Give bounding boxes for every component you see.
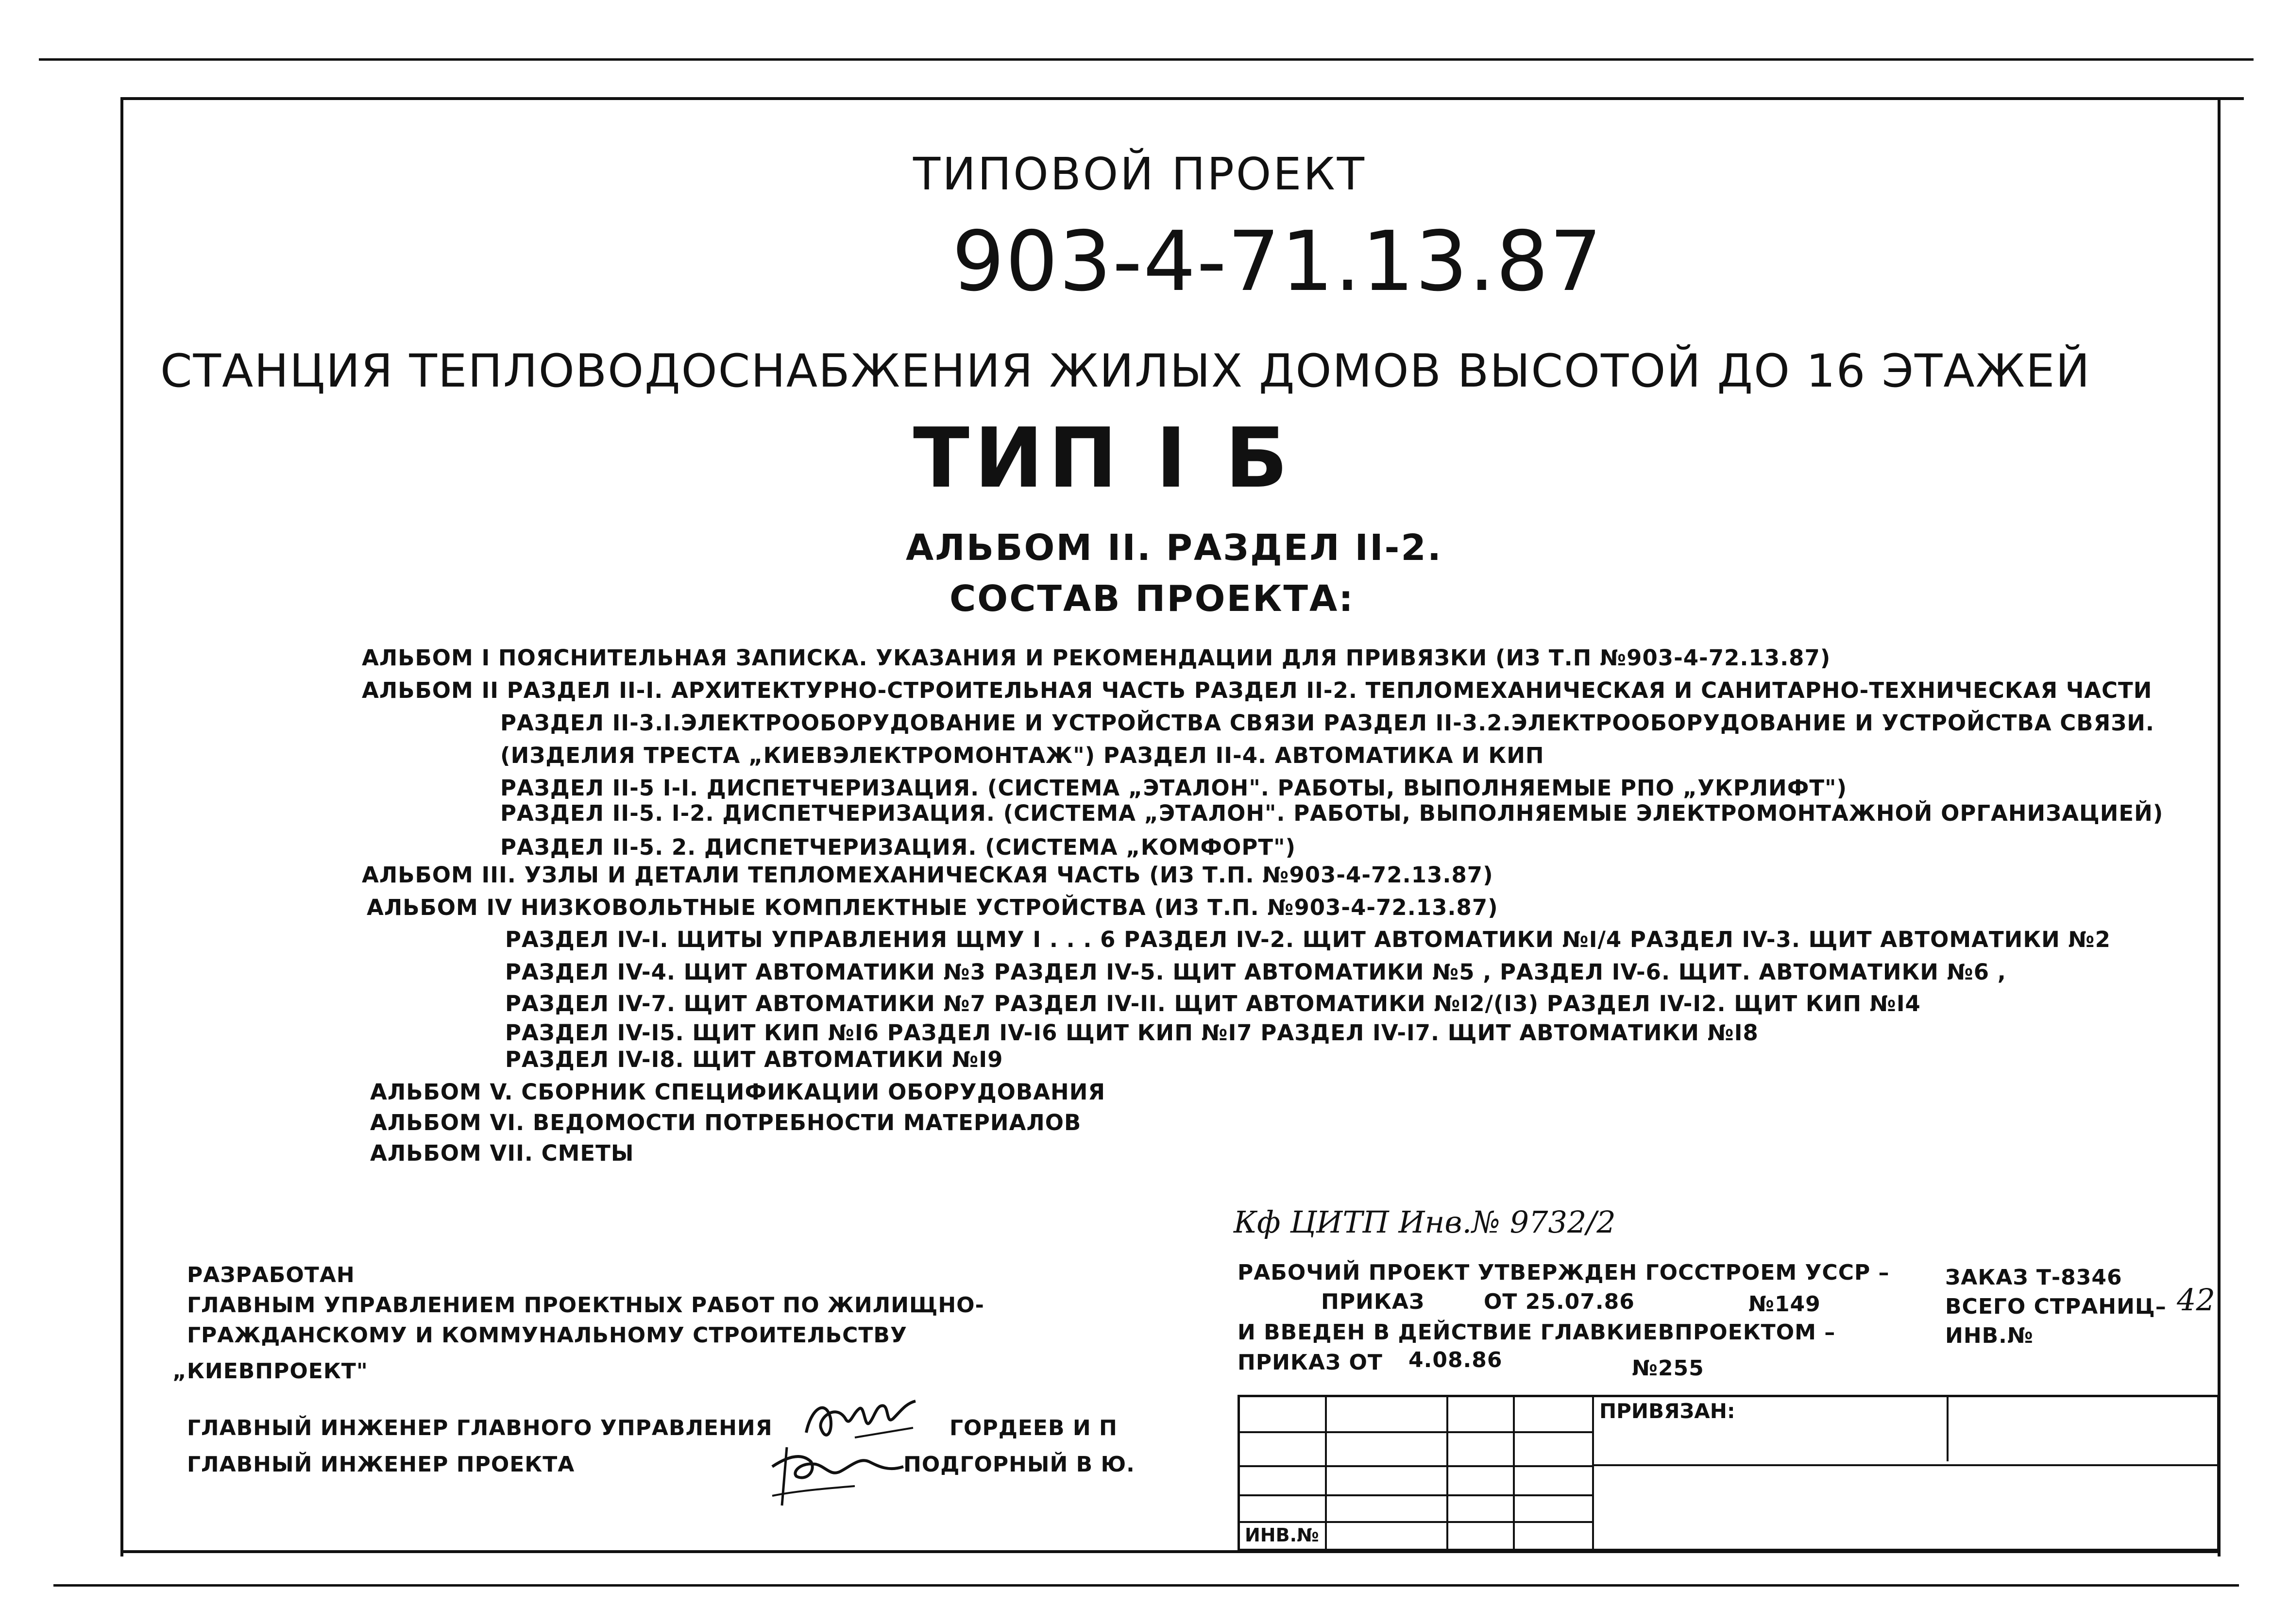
- stamp-row-divider: [1592, 1464, 2220, 1466]
- order-number: ЗАКАЗ Т-8346: [1945, 1265, 2122, 1290]
- approval-line-3: И ВВЕДЕН В ДЕЙСТВИЕ ГЛАВКИЕВПРОЕКТОМ –: [1238, 1320, 1836, 1345]
- stamp-column-divider: [1947, 1397, 1949, 1461]
- contents-line-12: РАЗДЕЛ ІV-7. ЩИТ АВТОМАТИКИ №7 РАЗДЕЛ ІV-ІІ. ЩИТ АВТОМАТИКИ №І2/(І3) РАЗДЕЛ ІV-І2. ЩИТ КИП №І4: [505, 991, 1921, 1016]
- contents-line-15: АЛЬБОМ V. СБОРНИК СПЕЦИФИКАЦИИ ОБОРУДОВАНИЯ: [370, 1079, 1106, 1105]
- stamp-table: [1238, 1395, 2220, 1551]
- developer-line-1: ГЛАВНЫМ УПРАВЛЕНИЕМ ПРОЕКТНЫХ РАБОТ ПО ЖИЛИЩНО-: [187, 1293, 984, 1318]
- contents-line-5: РАЗДЕЛ ІІ-5 І-І. ДИСПЕТЧЕРИЗАЦИЯ. (СИСТЕМА „ЭТАЛОН". РАБОТЫ, ВЫПОЛНЯЕМЫЕ РПО „УКРЛИФТ"): [500, 775, 1848, 801]
- contents-line-3: РАЗДЕЛ ІІ-3.І.ЭЛЕКТРООБОРУДОВАНИЕ И УСТРОЙСТВА СВЯЗИ РАЗДЕЛ ІІ-3.2.ЭЛЕКТРООБОРУДОВАНИЕ И УСТРОЙСТВА СВЯЗИ.: [500, 710, 2154, 736]
- project-engineer-role: ГЛАВНЫЙ ИНЖЕНЕР ПРОЕКТА: [187, 1452, 575, 1477]
- approval-order2-label: ПРИКАЗ ОТ: [1238, 1350, 1383, 1375]
- approval-order-number: №149: [1748, 1292, 1821, 1317]
- approval-order2-date: 4.08.86: [1408, 1348, 1503, 1372]
- developer-line-2: ГРАЖДАНСКОМУ И КОММУНАЛЬНОМУ СТРОИТЕЛЬСТВУ: [187, 1323, 907, 1348]
- stamp-column-divider: [1446, 1397, 1448, 1549]
- contents-line-13: РАЗДЕЛ ІV-І5. ЩИТ КИП №І6 РАЗДЕЛ ІV-І6 ЩИТ КИП №І7 РАЗДЕЛ ІV-І7. ЩИТ АВТОМАТИКИ №І8: [505, 1020, 1759, 1046]
- contents-line-9: АЛЬБОМ ІV НИЗКОВОЛЬТНЫЕ КОМПЛЕКТНЫЕ УСТРОЙСТВА (ИЗ Т.П. №903-4-72.13.87): [367, 895, 1498, 920]
- contents-line-11: РАЗДЕЛ ІV-4. ЩИТ АВТОМАТИКИ №3 РАЗДЕЛ ІV-5. ЩИТ АВТОМАТИКИ №5 , РАЗДЕЛ ІV-6. ЩИТ. АВТОМАТИКИ №6 ,: [505, 959, 2006, 985]
- signature-project-engineer: [758, 1438, 913, 1510]
- developer-org: „КИЕВПРОЕКТ": [172, 1359, 368, 1384]
- stamp-column-divider: [1592, 1397, 1594, 1549]
- stamp-row-divider: [1240, 1465, 1592, 1467]
- contents-line-10: РАЗДЕЛ ІV-І. ЩИТЫ УПРАВЛЕНИЯ ЩМУ І . . . 6 РАЗДЕЛ ІV-2. ЩИТ АВТОМАТИКИ №І/4 РАЗДЕЛ ІV-3. ЩИТ АВТОМАТИКИ №2: [505, 927, 2111, 952]
- top-outer-line: [39, 58, 2254, 61]
- stamp-row-divider: [1240, 1521, 1592, 1523]
- stamp-row-divider: [1240, 1431, 1592, 1433]
- developer-label: РАЗРАБОТАН: [187, 1263, 355, 1287]
- composition-title: СОСТАВ ПРОЕКТА:: [950, 578, 1355, 620]
- stamp-inventory-label: ИНВ.№: [1245, 1524, 1319, 1546]
- archive-inventory-note: Кф ЦИТП Инв.№ 9732/2: [1234, 1204, 1616, 1240]
- project-number: 903-4-71.13.87: [952, 214, 1603, 310]
- album-title: АЛЬБОМ ІІ. РАЗДЕЛ ІІ-2.: [906, 527, 1442, 569]
- chief-engineer-name: ГОРДЕЕВ И П: [950, 1416, 1118, 1440]
- contents-line-4: (ИЗДЕЛИЯ ТРЕСТА „КИЕВЭЛЕКТРОМОНТАЖ") РАЗДЕЛ ІІ-4. АВТОМАТИКА И КИП: [500, 743, 1544, 768]
- contents-line-8: АЛЬБОМ ІІІ. УЗЛЫ И ДЕТАЛИ ТЕПЛОМЕХАНИЧЕСКАЯ ЧАСТЬ (ИЗ Т.П. №903-4-72.13.87): [362, 862, 1493, 888]
- total-pages-label: ВСЕГО СТРАНИЦ–: [1945, 1294, 2167, 1319]
- contents-line-1: АЛЬБОМ І ПОЯСНИТЕЛЬНАЯ ЗАПИСКА. УКАЗАНИЯ И РЕКОМЕНДАЦИИ ДЛЯ ПРИВЯЗКИ (ИЗ Т.П №903-4-72.13.87): [362, 645, 1831, 671]
- contents-line-17: АЛЬБОМ VІІ. СМЕТЫ: [370, 1140, 634, 1166]
- total-pages-value: 42: [2177, 1282, 2215, 1318]
- project-type: ТИП І Б: [913, 410, 1293, 507]
- project-subtitle: СТАНЦИЯ ТЕПЛОВОДОСНАБЖЕНИЯ ЖИЛЫХ ДОМОВ ВЫСОТОЙ ДО 16 ЭТАЖЕЙ: [160, 345, 2091, 398]
- approval-line-1: РАБОЧИЙ ПРОЕКТ УТВЕРЖДЕН ГОССТРОЕМ УССР –: [1238, 1260, 1890, 1285]
- stamp-row-divider: [1240, 1494, 1592, 1496]
- bottom-outer-line: [53, 1584, 2239, 1587]
- approval-order2-number: №255: [1632, 1356, 1704, 1381]
- stamp-column-divider: [1513, 1397, 1515, 1549]
- stamp-column-divider: [1325, 1397, 1327, 1549]
- doc-label: ТИПОВОЙ ПРОЕКТ: [913, 148, 1366, 200]
- contents-line-6: РАЗДЕЛ ІІ-5. І-2. ДИСПЕТЧЕРИЗАЦИЯ. (СИСТЕМА „ЭТАЛОН". РАБОТЫ, ВЫПОЛНЯЕМЫЕ ЭЛЕКТРОМОНТАЖНОЙ ОРГАНИЗАЦИЕЙ): [500, 800, 2164, 826]
- contents-line-2: АЛЬБОМ ІІ РАЗДЕЛ ІІ-І. АРХИТЕКТУРНО-СТРОИТЕЛЬНАЯ ЧАСТЬ РАЗДЕЛ ІІ-2. ТЕПЛОМЕХАНИЧЕСКАЯ И САНИТАРНО-ТЕХНИЧЕСКАЯ ЧАСТИ: [362, 677, 2153, 703]
- project-engineer-name: ПОДГОРНЫЙ В Ю.: [903, 1452, 1135, 1477]
- contents-line-7: РАЗДЕЛ ІІ-5. 2. ДИСПЕТЧЕРИЗАЦИЯ. (СИСТЕМА „КОМФОРТ"): [500, 834, 1296, 860]
- approval-order-label: ПРИКАЗ: [1321, 1289, 1425, 1314]
- order-inventory-label: ИНВ.№: [1945, 1323, 2034, 1348]
- frame-right: [2218, 97, 2221, 1556]
- approval-order-date: ОТ 25.07.86: [1484, 1289, 1635, 1314]
- stamp-attached-label: ПРИВЯЗАН:: [1599, 1399, 1735, 1423]
- frame-top: [120, 97, 2244, 100]
- frame-left: [120, 97, 123, 1556]
- chief-engineer-role: ГЛАВНЫЙ ИНЖЕНЕР ГЛАВНОГО УПРАВЛЕНИЯ: [187, 1416, 773, 1440]
- contents-line-14: РАЗДЕЛ ІV-І8. ЩИТ АВТОМАТИКИ №І9: [505, 1047, 1003, 1072]
- contents-line-16: АЛЬБОМ VІ. ВЕДОМОСТИ ПОТРЕБНОСТИ МАТЕРИАЛОВ: [370, 1110, 1082, 1135]
